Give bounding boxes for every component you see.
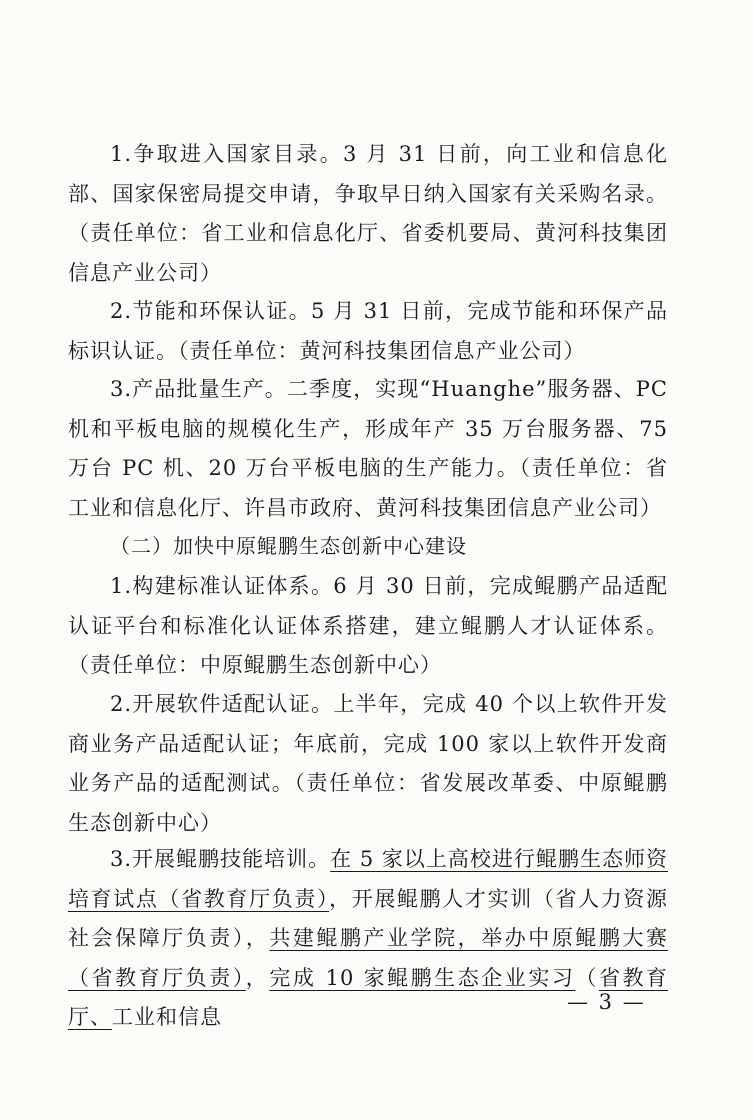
paragraph-mass-production: 3.产品批量生产。二季度，实现“Huanghe”服务器、PC 机和平板电脑的规模化生产，形成年产 35 万台服务器、75 万台 PC 机、20 万台平板电脑的生产能力。（责任单位：省工业和信息化厅、许昌市政府、黄河科技集团信息产业公司） bbox=[68, 377, 668, 520]
underlined-pilot: 在 5 家以上高校进行鲲鹏生态师资培育试点（省教育厅负责） bbox=[68, 847, 668, 911]
paragraph-national-catalog: 1.争取进入国家目录。3 月 31 日前，向工业和信息化部、国家保密局提交申请，争取早日纳入国家有关采购名录。（责任单位：省工业和信息化厅、省委机要局、黄河科技集团信息产业公司） bbox=[68, 142, 668, 285]
training-text-6: （ bbox=[575, 965, 599, 990]
section-heading: （二）加快中原鲲鹏生态创新中心建设 bbox=[110, 534, 467, 558]
underlined-college: 共建鲲鹏产业学院，举办中原鲲鹏大赛（省教育厅负责） bbox=[68, 926, 668, 990]
training-text-8: 工业和信息 bbox=[112, 1005, 222, 1029]
training-lead: 3.开展鲲鹏技能培训。 bbox=[110, 847, 331, 871]
underlined-internship: 完成 10 家鲲鹏生态企业实习 bbox=[269, 965, 576, 990]
training-text-2: ，开展鲲鹏人才实训（省人力资源社会保障厅负责）， bbox=[68, 886, 669, 950]
page-number: — 3 — bbox=[567, 990, 646, 1014]
paragraph-standard-certification: 1.构建标准认证体系。6 月 30 日前，完成鲲鹏产品适配认证平台和标准化认证体系搭建，建立鲲鹏人才认证体系。（责任单位：中原鲲鹏生态创新中心） bbox=[68, 574, 668, 677]
underlined-education-dept: 省教育厅、 bbox=[68, 965, 669, 1029]
paragraph-energy-certification: 2.节能和环保认证。5 月 31 日前，完成节能和环保产品标识认证。（责任单位：黄河科技集团信息产业公司） bbox=[68, 299, 668, 363]
paragraph-software-adaptation: 2.开展软件适配认证。上半年，完成 40 个以上软件开发商业务产品适配认证；年底前，完成 100 家以上软件开发商业务产品的适配测试。（责任单位：省发展改革委、中原鲲鹏生态创新中心） bbox=[68, 692, 668, 835]
training-text-4: ， bbox=[245, 965, 270, 990]
